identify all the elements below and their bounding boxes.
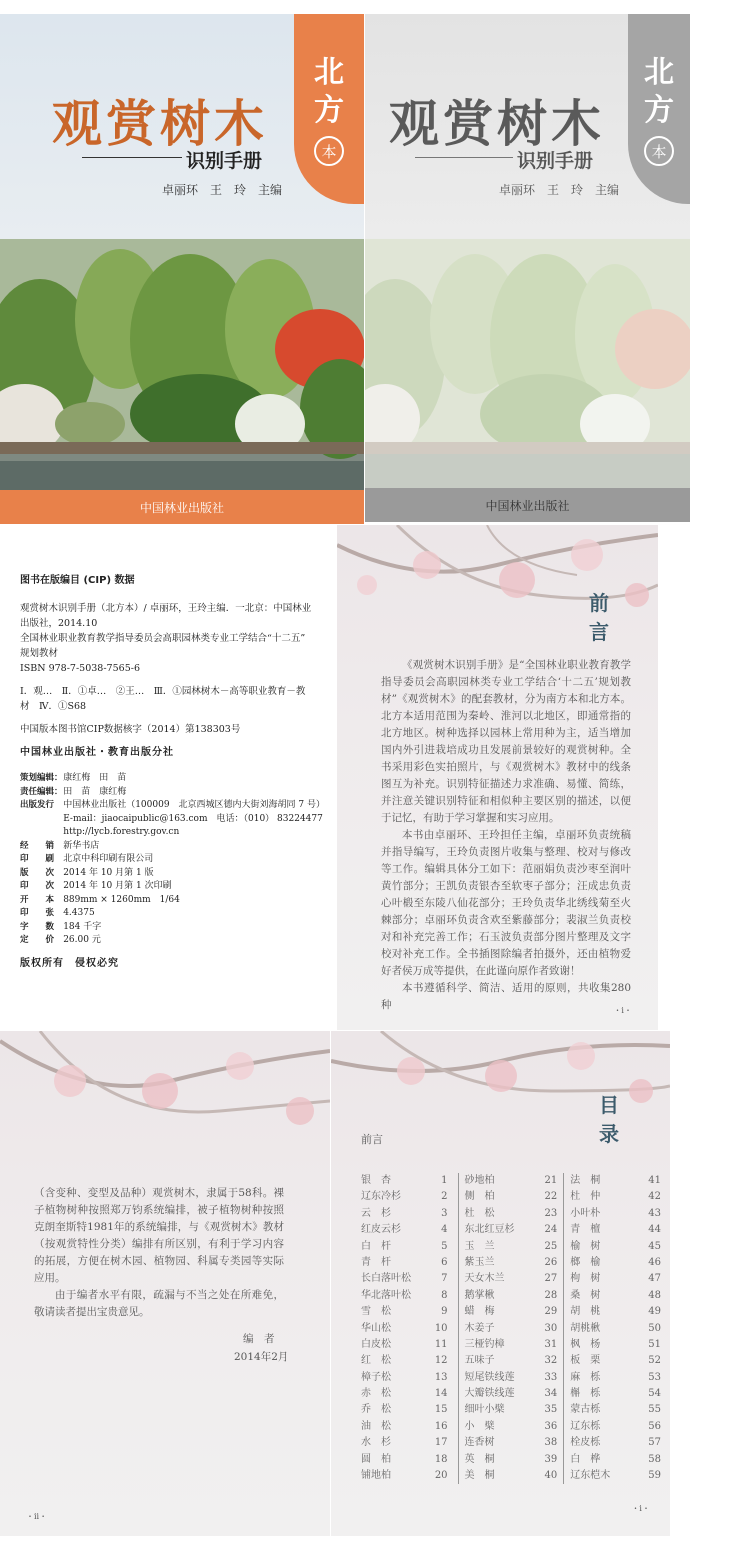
toc-entry-name: 华山松 [361,1322,391,1334]
toc-entry-page: 22 [544,1191,558,1203]
toc-entry[interactable] [465,1452,558,1468]
toc-entry-page: 14 [434,1388,448,1400]
toc-entry-page: 17 [434,1437,448,1449]
preface-heading: 前 言 [589,591,619,644]
toc-entry-name: 侧 柏 [464,1191,495,1203]
toc-entry-name: 麻 栎 [570,1371,601,1383]
contents-preface-entry[interactable]: 前言 [361,1133,383,1146]
toc-entry-page: 33 [544,1371,558,1383]
toc-entry-name: 天女木兰 [464,1273,505,1285]
toc-entry[interactable] [465,1206,558,1222]
cip-class-line: Ⅰ．观… Ⅱ．①卓… ②王… Ⅲ．①园林树木－高等职业教育－教 [20,686,306,697]
toc-entry-page: 59 [648,1470,661,1482]
detail-row: 出版发行 中国林业出版社（100009 北京西城区德内大街刘海胡同 7 号） [20,800,325,810]
cip-number: 中国版本图书馆CIP数据核字（2014）第138303号 [20,724,241,735]
toc-entry-page: 55 [648,1404,661,1416]
toc-entry-name: 蒙古栎 [570,1404,601,1416]
toc-column-3 [564,1173,661,1484]
toc-entry-name: 鹅掌楸 [464,1289,495,1301]
cover-title-gray: 观赏树木 [389,95,605,153]
toc-entry[interactable] [465,1435,558,1451]
toc-entry[interactable] [361,1173,458,1189]
toc-entry[interactable] [465,1419,558,1435]
table-of-contents [361,1173,661,1484]
toc-entry-page: 34 [544,1388,558,1400]
toc-entry-page: 11 [434,1338,448,1350]
toc-entry-name: 槲 栎 [570,1388,601,1400]
toc-entry-name: 小叶朴 [570,1207,601,1219]
toc-entry[interactable] [465,1173,558,1189]
publisher-line: 中国林业出版社・教育出版分社 [20,747,174,758]
tab-char-2: 方 [314,93,344,128]
preface-paragraph: 《观赏树木识别手册》是“全国林业职业教育教学指导委员会高职园林类专业工学结合‘十二五’规划教材”《观赏树木》的配套教材，分为南方本和北方本。北方本适用范围为秦岭、淮河以北地区，即通常指的北方地区。树种选择以园林上常用种为主，适当增加国内外引进栽培成功且发展前景较好的观赏树种。全书采用彩色实拍照片，与《观赏树木》教材中的线条图互为补充。识别特征描述力求准确、易懂、简练，并注意关键识别特征和相似种主要区别的描述，以便于记忆，有助于学习掌握和实习应用。 [381,659,631,824]
toc-entry-page: 31 [544,1338,558,1350]
toc-entry-page: 30 [544,1322,558,1334]
detail-row: 开 本 889mm × 1260mm 1/64 [20,894,180,905]
toc-entry-name: 短尾铁线莲 [464,1371,515,1383]
toc-entry-page: 16 [434,1420,448,1432]
toc-entry-name: 长白落叶松 [361,1273,411,1285]
toc-entry-name: 银 杏 [361,1175,391,1186]
toc-entry[interactable] [361,1402,458,1418]
detail-row: 责任编辑： 田 苗 康红梅 [20,786,127,797]
toc-entry-name: 水 杉 [361,1437,391,1449]
title-rule [82,157,182,158]
cover-editors: 卓丽环 王 玲 主编 [162,183,283,197]
toc-entry[interactable] [465,1353,558,1369]
toc-entry-page: 21 [544,1175,558,1186]
toc-entry-name: 法 桐 [570,1175,601,1186]
toc-entry-page: 51 [648,1338,661,1350]
toc-entry-page: 48 [648,1289,661,1301]
toc-entry-page: 26 [544,1256,558,1268]
toc-entry[interactable] [570,1370,661,1386]
toc-entry-name: 云 杉 [361,1207,391,1219]
toc-entry[interactable] [570,1419,661,1435]
toc-entry-page: 49 [648,1306,661,1318]
detail-row: 策划编辑： 康红梅 田 苗 [20,773,127,783]
detail-row: 字 数 184 千字 [20,921,102,932]
toc-entry-name: 栓皮栎 [570,1437,601,1449]
toc-entry[interactable] [465,1271,558,1287]
preface-continued-page [0,1031,330,1536]
toc-entry-name: 雪 松 [361,1306,391,1318]
toc-entry-page: 28 [544,1289,558,1301]
toc-entry-page: 20 [434,1470,448,1482]
preface-page [337,525,658,1030]
toc-entry-page: 8 [441,1289,448,1301]
toc-entry-page: 10 [434,1322,448,1334]
toc-entry[interactable] [570,1435,661,1451]
cover-photo [0,239,364,491]
toc-entry[interactable] [570,1189,661,1205]
page-number: ・ii・ [26,1512,48,1521]
toc-entry[interactable] [570,1304,661,1320]
toc-entry[interactable] [465,1337,558,1353]
tab-char-1: 北 [314,55,344,90]
toc-entry-name: 白 杆 [361,1240,391,1252]
toc-entry[interactable] [361,1239,458,1255]
toc-entry[interactable] [465,1255,558,1271]
toc-entry-page: 9 [441,1306,448,1318]
toc-entry-page: 6 [441,1256,448,1268]
toc-entry[interactable] [570,1271,661,1287]
toc-entry[interactable] [361,1435,458,1451]
toc-entry-name: 油 松 [361,1420,391,1432]
toc-entry-page: 32 [544,1355,558,1367]
cover-gray [365,14,690,522]
blossom-branches [0,1031,330,1171]
toc-entry-name: 白 桦 [570,1453,601,1465]
toc-entry-page: 52 [648,1355,661,1367]
toc-entry[interactable] [465,1468,558,1484]
toc-entry-page: 7 [441,1273,448,1285]
tab-char-2-gray: 方 [644,93,674,128]
page-number: ・i・ [613,1006,632,1015]
toc-entry-page: 2 [441,1191,448,1203]
cover-subtitle-gray: 识别手册 [517,150,594,172]
toc-entry[interactable] [570,1206,661,1222]
toc-entry-name: 桑 树 [570,1289,601,1301]
toc-entry-page: 5 [441,1240,448,1252]
cip-page [0,525,335,1030]
toc-entry-name: 枸 树 [570,1273,601,1285]
toc-entry-page: 25 [544,1240,558,1252]
toc-entry-page: 3 [441,1207,448,1219]
publication-details [20,772,325,948]
toc-entry-name: 细叶小檗 [464,1404,505,1416]
toc-entry-page: 29 [544,1306,558,1318]
rights-notice: 版权所有 侵权必究 [20,957,119,969]
detail-row: 印 张 4.4375 [20,908,95,918]
toc-entry[interactable] [465,1402,558,1418]
toc-entry-name: 铺地柏 [361,1470,391,1482]
preface-paragraph: 本书遵循科学、简洁、适用的原则，共收集280种 [381,982,631,1011]
toc-entry[interactable] [570,1173,661,1189]
tab-circle: 本 [314,136,344,166]
contents-page [331,1031,670,1536]
toc-entry-page: 47 [648,1273,661,1285]
cip-class-line: 材 Ⅳ．①S68 [20,701,87,712]
toc-entry[interactable] [361,1222,458,1238]
cip-line: 规划教材 [20,648,59,659]
toc-entry-page: 39 [544,1453,558,1465]
toc-entry[interactable] [570,1353,661,1369]
toc-column-1 [361,1173,458,1484]
detail-row: 版 次 2014 年 10 月第 1 版 [20,867,154,878]
toc-entry-name: 华北落叶松 [361,1289,411,1301]
cip-line: ISBN 978-7-5038-7565-6 [20,663,140,674]
preface-continued-text [34,1185,284,1321]
toc-entry[interactable] [361,1206,458,1222]
toc-entry[interactable] [361,1353,458,1369]
toc-entry-page: 38 [544,1437,558,1449]
toc-entry[interactable] [361,1304,458,1320]
toc-entry-name: 紫玉兰 [464,1256,495,1268]
toc-entry[interactable] [570,1452,661,1468]
toc-entry-page: 54 [648,1388,661,1400]
toc-entry-name: 乔 松 [361,1404,391,1416]
cover-editors-gray: 卓丽环 王 玲 主编 [499,183,620,197]
edition-tab-gray [628,14,690,204]
toc-entry-name: 胡桃楸 [570,1322,601,1334]
preface-paragraph: （含变种、变型及品种）观赏树木，隶属于58科。裸子植物树种按照郑万钧系统编排，被子植物树种按照克朗奎斯特1981年的系统编排，与《观赏树木》教材（按观赏特性分类）编排有所区别，有利于学习内容的拓展，方便在树木园、植物园、科属专类园等实际应用。 [34,1187,284,1284]
toc-entry-page: 53 [648,1371,661,1383]
title-rule-gray [415,157,513,158]
toc-entry-name: 榆 树 [570,1240,601,1252]
toc-entry[interactable] [570,1222,661,1238]
preface-signature: 编 者 [243,1333,275,1345]
detail-row: 定 价 26.00 元 [20,935,101,945]
toc-entry[interactable] [361,1370,458,1386]
cip-line: 全国林业职业教育教学指导委员会高职园林类专业工学结合“十二五” [20,633,306,644]
toc-entry-name: 蜡 梅 [464,1306,495,1318]
detail-row: 经 销 新华书店 [20,840,100,851]
preface-paragraph: 本书由卓丽环、王玲担任主编，卓丽环负责统稿并指导编写，王玲负责图片收集与整理、校对与修改等工作。编辑具体分工如下：范丽娟负责沙枣至润叶黄竹部分；王凯负责银杏至软枣子部分；汪成忠负责心叶椴至东陵八仙花部分；王玲负责华北绣线菊至火棘部分；卓丽环负责含欢至紫藤部分；裴淑兰负责校对和补充完善工作；石玉波负责部分图片整理及文字校对补充工作。全书插图除编者拍摄外，还由植物爱好者侯万成等提供，在此谨向原作者致谢！ [381,829,631,977]
toc-entry-name: 樟子松 [361,1371,391,1383]
toc-entry-name: 辽东冷杉 [361,1191,401,1203]
toc-entry-page: 18 [434,1453,448,1465]
toc-entry-page: 36 [544,1420,558,1432]
toc-entry-page: 24 [544,1224,558,1236]
toc-entry-name: 辽东栎 [570,1420,601,1432]
toc-entry-name: 榔 榆 [570,1256,601,1268]
toc-entry-name: 英 桐 [464,1453,495,1465]
detail-row: 印 次 2014 年 10 月第 1 次印刷 [20,881,172,891]
toc-entry-page: 50 [648,1322,661,1334]
detail-row: 印 刷 北京中科印刷有限公司 [20,854,154,864]
toc-entry[interactable] [361,1386,458,1402]
toc-entry-page: 44 [648,1224,661,1236]
toc-entry-page: 43 [648,1207,661,1219]
toc-entry-name: 青 檀 [570,1224,601,1236]
cip-body [20,601,325,971]
toc-entry[interactable] [570,1386,661,1402]
toc-entry[interactable] [570,1321,661,1337]
edition-tab [294,14,364,204]
contents-heading: 目 录 [599,1093,629,1146]
toc-entry-name: 红皮云杉 [361,1224,401,1236]
toc-entry[interactable] [361,1419,458,1435]
cover-photo-faded [365,239,690,489]
toc-entry-name: 辽东桤木 [570,1470,611,1482]
cip-line: 出版社，2014.10 [20,618,98,629]
toc-entry-page: 23 [544,1207,558,1219]
toc-entry[interactable] [570,1288,661,1304]
toc-entry-name: 青 杆 [361,1256,391,1268]
tab-circle-gray: 本 [644,136,674,166]
toc-entry-page: 46 [648,1256,661,1268]
toc-entry[interactable] [570,1402,661,1418]
toc-entry[interactable] [361,1271,458,1287]
toc-entry[interactable] [570,1337,661,1353]
toc-entry-page: 12 [434,1355,448,1367]
toc-entry-name: 小 檗 [464,1420,495,1432]
toc-entry-page: 1 [441,1175,448,1186]
toc-entry-page: 57 [648,1437,661,1449]
toc-entry[interactable] [361,1255,458,1271]
detail-row: E-mail：jiaocaipublic@163.com 电话：（010） 83224477 [63,813,323,824]
toc-entry[interactable] [361,1321,458,1337]
toc-entry[interactable] [361,1189,458,1205]
toc-entry-name: 大瓣铁线莲 [464,1388,515,1400]
toc-entry-name: 红 松 [361,1355,391,1367]
toc-entry-name: 板 栗 [570,1355,601,1367]
toc-entry-page: 56 [648,1420,661,1432]
toc-entry-name: 圆 柏 [361,1453,391,1465]
toc-entry[interactable] [465,1386,558,1402]
toc-entry[interactable] [361,1468,458,1484]
cover-subtitle: 识别手册 [186,150,263,172]
toc-entry-page: 13 [434,1371,448,1383]
preface-date: 2014年2月 [234,1351,289,1363]
toc-entry-name: 美 桐 [464,1470,495,1482]
toc-entry-name: 木姜子 [464,1322,495,1334]
toc-entry[interactable] [570,1255,661,1271]
toc-entry-name: 东北红豆杉 [464,1224,515,1236]
toc-entry-page: 4 [441,1224,448,1236]
toc-entry[interactable] [465,1222,558,1238]
toc-entry-name: 枫 杨 [570,1338,601,1350]
toc-entry-name: 赤 松 [361,1388,391,1400]
toc-entry[interactable] [465,1189,558,1205]
page-number: ・i・ [631,1504,650,1513]
preface-paragraph: 由于编者水平有限，疏漏与不当之处在所难免，敬请读者提出宝贵意见。 [34,1289,284,1318]
preface-text [381,657,631,1014]
toc-entry-name: 杜 仲 [570,1191,601,1203]
toc-entry[interactable] [570,1239,661,1255]
detail-row: http://lycb.forestry.gov.cn [63,827,180,837]
toc-entry-page: 15 [434,1404,448,1416]
toc-entry-name: 胡 桃 [570,1306,601,1318]
toc-entry[interactable] [361,1288,458,1304]
toc-entry[interactable] [465,1370,558,1386]
toc-entry-name: 砂地柏 [464,1175,495,1186]
toc-entry[interactable] [361,1337,458,1353]
cover-color [0,14,364,524]
toc-entry[interactable] [465,1239,558,1255]
toc-entry[interactable] [570,1468,661,1484]
toc-entry-page: 58 [648,1453,661,1465]
toc-entry-name: 连香树 [464,1437,495,1449]
cip-heading: 图书在版编目 (CIP) 数据 [20,575,135,586]
cover-publisher-gray: 中国林业出版社 [365,488,690,522]
toc-entry-page: 42 [648,1191,661,1203]
cip-line: 观赏树木识别手册（北方本）/ 卓丽环，王玲主编．一北京：中国林业 [20,603,312,614]
toc-entry[interactable] [465,1304,558,1320]
toc-entry[interactable] [465,1321,558,1337]
cover-publisher: 中国林业出版社 [0,490,364,524]
toc-column-2 [458,1173,565,1484]
toc-entry-page: 27 [544,1273,558,1285]
toc-entry-page: 35 [544,1404,558,1416]
toc-entry-name: 玉 兰 [464,1240,495,1252]
toc-entry-name: 杜 松 [464,1207,495,1219]
toc-entry[interactable] [465,1288,558,1304]
toc-entry-page: 45 [648,1240,661,1252]
toc-entry-name: 三桠钓樟 [464,1338,505,1350]
tab-char-1-gray: 北 [644,55,674,90]
toc-entry-name: 五味子 [464,1355,495,1367]
toc-entry-name: 白皮松 [361,1338,391,1350]
toc-entry-page: 40 [544,1470,558,1482]
toc-entry-page: 41 [648,1175,661,1186]
toc-entry[interactable] [361,1452,458,1468]
cover-title: 观赏树木 [52,95,268,153]
